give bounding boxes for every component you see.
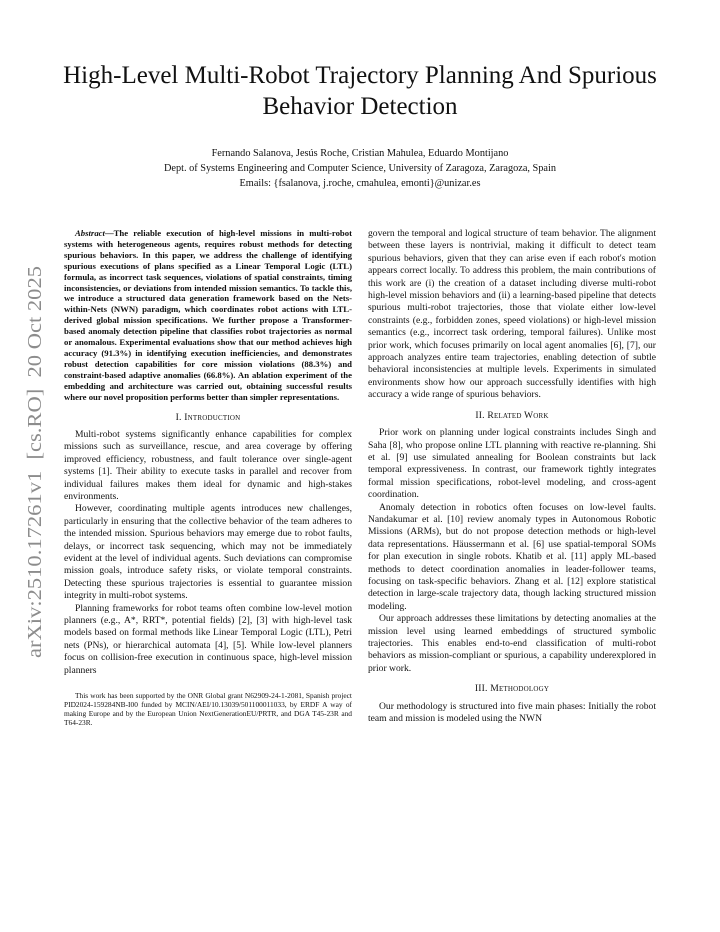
section-heading-introduction [64, 412, 352, 424]
intro-paragraph-continued: govern the temporal and logical structure of team behavior. The alignment between these layers is nontrivial, making it difficult to detect team spurious behaviors, given that they can arise even if each robot's motion appears correct locally. To address this problem, the main contributions of this work are (i) the creation of a dataset including diverse multi-robot high-level mission behaviors and (ii) a learning-based pipeline that detects spurious multi-robot trajectories, those that violate either low-level constraints (e.g., forbidden zones, speed violations) or high-level mission semantics (e.g., incorrect task ordering, temporal failures). Unlike most prior work, which focuses primarily on local agent anomalies [6], [7], our approach analyzes entire team trajectories, enabling detection of subtle behavioral inconsistencies at multiple levels. Experiments in simulated environments show how our approach successfully identifies with high accuracy a wide range of spurious behaviors. [368, 228, 656, 401]
intro-paragraph-1: Multi-robot systems significantly enhance capabilities for complex missions such as surveillance, rescue, and area coverage by offering improved efficiency, robustness, and fault tolerance over single-agent systems [1]. Their ability to execute tasks in parallel and recover from individual failures makes them ideal for dynamic and high-stakes environments. [64, 428, 352, 502]
section-title: Related Work [487, 409, 549, 421]
section-title: Methodology [490, 683, 550, 695]
author-names: Fernando Salanova, Jesús Roche, Cristian Mahulea, Eduardo Montijano [211, 148, 509, 159]
intro-paragraph-3: Planning frameworks for robot teams often combine low-level motion planners (e.g., A*, RRT*, potential fields) [2], [3] with high-level task models based on formal methods like Linear Temporal Logic (LTL), Petri nets (PNs), or hierarchical automata [4], [5]. While low-level planners focus on collision-free execution in continuous space, high-level mission planners [64, 602, 352, 676]
related-paragraph-3: Our approach addresses these limitations by detecting anomalies at the mission level using learned embeddings of structured symbolic trajectories. This enables end-to-end classification of multi-robot behaviors as mission-compliant or spurious, a capability underexplored in prior work. [368, 613, 656, 674]
left-column [64, 228, 352, 727]
abstract-text: —The reliable execution of high-level missions in multi-robot systems with heterogeneous agents, requires robust methods for detecting spurious behaviors. In this paper, we address the challenge of identifying spurious executions of plans specified as a Linear Temporal Logic (LTL) formula, as incorrect task sequences, violations of spatial constraints, timing inconsistencies, or deviations from intended mission semantics. To tackle this, we introduce a structured data generation framework based on the Nets-within-Nets (NWN) paradigm, which coordinates robot actions with LTL-derived global mission specifications. We further propose a Transformer-based anomaly detection pipeline that classifies robot trajectories as normal or anomalous. Experimental evaluations show that our method achieves high accuracy (91.3%) in identifying execution inefficiencies, and demonstrates robust detection capabilities for core mission violations (88.3%) and constraint-based adaptive anomalies (66.8%). An ablation experiment of the embedding and architecture was carried out, obtaining successful results where our novel proposition performs better than simpler representations. [64, 228, 352, 402]
author-block [60, 146, 660, 191]
paper-title: High-Level Multi-Robot Trajectory Planning And Spurious Behavior Detection [63, 62, 657, 120]
section-title: Introduction [184, 411, 241, 423]
arxiv-stamp-text: arXiv:2510.17261v1 [cs.RO] 20 Oct 2025 [25, 318, 46, 658]
arxiv-identifier-stamp [14, 262, 54, 658]
author-affiliation: Dept. of Systems Engineering and Computer Science, University of Zaragoza, Zaragoza, Spain [163, 163, 557, 174]
author-emails: Emails: {fsalanova, j.roche, cmahulea, emonti}@unizar.es [239, 178, 481, 189]
funding-footnote: This work has been supported by the ONR Global grant N62909-24-1-2081, Spanish project PID2024-159284NB-I00 funded by MCIN/AEI/10.13039/501100011033, by ERDF A way of making Europe and by the European Union NextGenerationEU/PRTR, and DGA T45-23R and T64-23R. [64, 691, 352, 728]
right-column [368, 228, 656, 725]
related-paragraph-2: Anomaly detection in robotics often focuses on low-level faults. Nandakumar et al. [10] review anomaly types in Autonomous Robotic Missions (ARMs), but do not propose detection methods or high-level data representations. Häussermann et al. [6] use spatial-temporal SOMs for plan execution in single robots. Khatib et al. [11] apply ML-based methods to detect coordination anomalies in leader-follower teams, focusing on task-specific behaviors. Zhang et al. [12] explore statistical detection in large-scale trajectory data, though lacking structured mission modeling. [368, 501, 656, 612]
abstract [64, 228, 352, 403]
intro-paragraph-2: However, coordinating multiple agents introduces new challenges, particularly in ensuring that the collective behavior of the team adheres to the intended mission. Spurious behaviors may emerge due to robot faults, delays, or incorrect task sequencing, which may not be immediately evident at the level of individual agents. Such deviations can compromise mission goals, introduce safety risks, or violate temporal constraints. Detecting these spurious trajectories is essential to guarantee mission integrity in multi-robot systems. [64, 503, 352, 602]
section-heading-methodology [368, 683, 656, 695]
related-paragraph-1: Prior work on planning under logical constraints includes Singh and Saha [8], who propose online LTL planning with reactive re-planning. Shi et al. [9] use simulated annealing for Boolean constraints but lack temporal expressiveness. In contrast, our framework tightly integrates formal mission specifications, robot-level modeling, and cross-agent coordination. [368, 427, 656, 501]
section-number: I. [175, 411, 182, 423]
section-number: III. [474, 683, 488, 695]
section-heading-related-work [368, 410, 656, 422]
method-paragraph-1: Our methodology is structured into five main phases: Initially the robot team and mission is modeled using the NWN [368, 700, 656, 725]
section-number: II. [475, 409, 485, 421]
abstract-label: Abstract [75, 228, 105, 238]
